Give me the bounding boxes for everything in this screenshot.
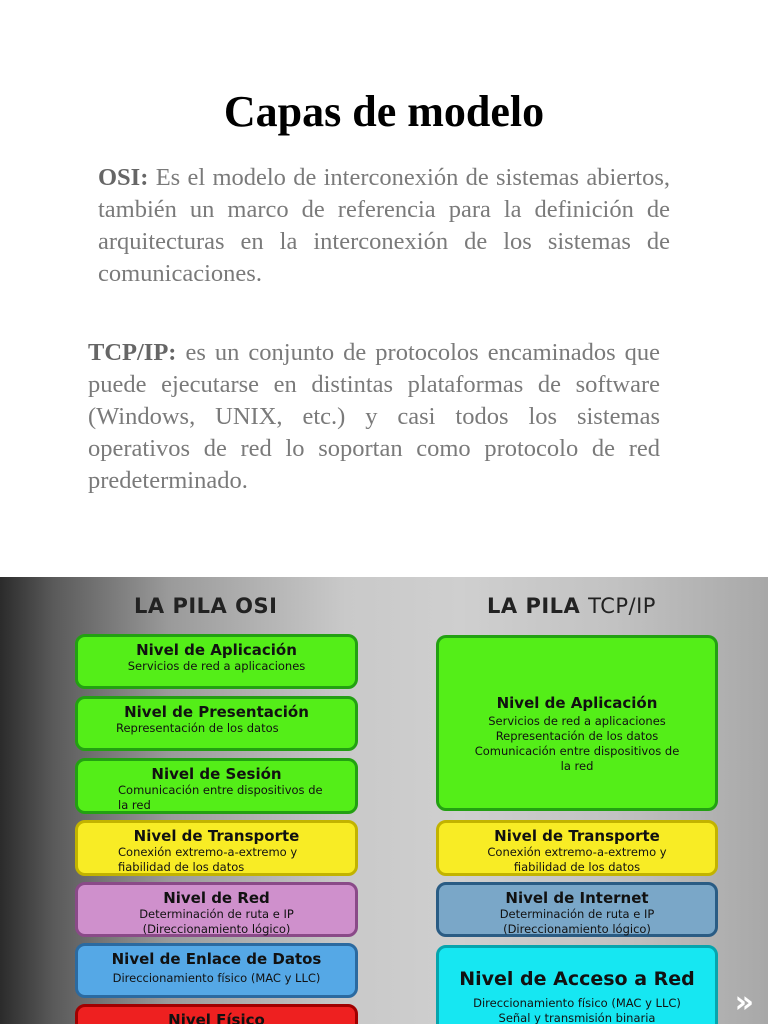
osi-layer-presentation — [75, 696, 358, 751]
osi-layer-session — [75, 758, 358, 814]
layer-desc: Servicios de red a aplicaciones Representación de los datos Comunicación entre dispositivos de la red — [474, 714, 680, 773]
layer-title: Nivel de Enlace de Datos — [111, 950, 322, 968]
layer-title: Nivel de Sesión — [151, 765, 282, 783]
layer-title: Nivel de Presentación — [124, 703, 309, 721]
tcp-layer-application — [436, 635, 718, 811]
layer-title: Nivel de Aplicación — [496, 694, 658, 712]
tcp-layer-transport — [436, 820, 718, 876]
page-title: Capas de modelo — [223, 87, 545, 136]
osi-layer-network — [75, 882, 358, 937]
osi-layer-transport — [75, 820, 358, 876]
tcp-term: TCP/IP: — [88, 339, 177, 366]
layer-title: Nivel de Red — [163, 889, 270, 907]
tcp-text: es un conjunto de protocolos encaminados que puede ejecutarse en distintas plataformas de software (Windows, UNIX, etc.) y casi todos los sistemas operativos de red lo soportan como protocolo de red predeterminado. — [88, 339, 660, 494]
layer-title: Nivel de Aplicación — [136, 641, 297, 659]
osi-paragraph — [88, 162, 670, 290]
osi-stack-heading: LA PILA OSI — [134, 594, 278, 618]
tcp-layer-internet — [436, 882, 718, 937]
layer-desc: Conexión extremo-a-extremo y fiabilidad de los datos — [118, 845, 298, 874]
osi-layer-application — [75, 634, 358, 689]
osi-tcp-diagram — [0, 577, 768, 1024]
osi-term: OSI: — [98, 164, 149, 191]
tcp-stack-heading — [487, 594, 656, 618]
osi-text: Es el modelo de interconexión de sistemas abiertos, también un marco de referencia para la definición de arquitecturas en la interconexión de los sistemas de comunicaciones. — [98, 164, 671, 287]
layer-title: Nivel de Acceso a Red — [459, 968, 695, 990]
layer-desc: Conexión extremo-a-extremo y fiabilidad de los datos — [487, 845, 667, 874]
next-slide-icon[interactable]: » — [734, 985, 748, 1020]
tcp-heading-main: LA PILA — [487, 594, 581, 618]
layer-title: Nivel de Internet — [505, 889, 649, 907]
osi-layer-physical — [75, 1004, 358, 1024]
tcp-layer-network-access — [436, 945, 718, 1024]
layer-desc: Determinación de ruta e IP (Direccionamiento lógico) — [499, 907, 655, 936]
layer-desc: Direccionamiento físico (MAC y LLC) — [112, 971, 321, 985]
layer-desc: Direccionamiento físico (MAC y LLC) Señal y transmisión binaria — [473, 996, 681, 1024]
layer-desc: Representación de los datos — [116, 721, 279, 735]
layer-title: Nivel de Transporte — [133, 827, 300, 845]
layer-desc: Determinación de ruta e IP (Direccionamiento lógico) — [139, 907, 294, 936]
layer-title: Nivel de Transporte — [494, 827, 660, 845]
layer-title: Nivel Físico — [168, 1011, 265, 1024]
tcp-paragraph — [88, 337, 660, 497]
layer-desc: Servicios de red a aplicaciones — [127, 659, 306, 673]
osi-layer-data-link — [75, 943, 358, 998]
layer-desc: Comunicación entre dispositivos de la red — [118, 783, 323, 812]
tcp-heading-proto: TCP/IP — [588, 594, 656, 618]
